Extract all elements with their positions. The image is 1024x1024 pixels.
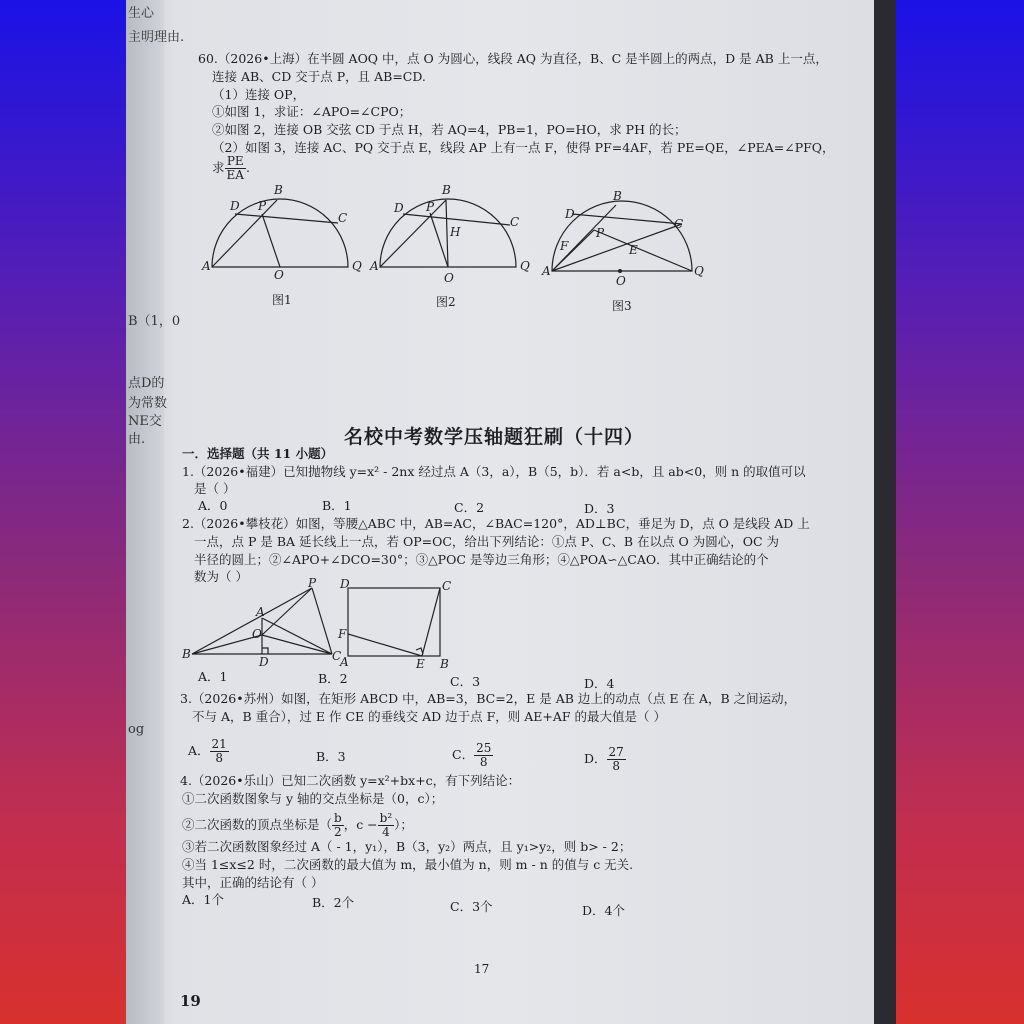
edge-text-6: NE交 [128,414,162,429]
q60-line-4: ①如图 1，求证：∠APO=∠CPO； [212,104,412,119]
q3-line-1: 3.（2026•苏州）如图，在矩形 ABCD 中，AB=3，BC=2，E 是 AB 边上的动点（点 E 在 A，B 之间运动， [180,691,797,706]
q2-line-1: 2.（2026•攀枝花）如图，等腰△ABC 中，AB=AC，∠BAC=120°，AD⊥BC，垂足为 D，点 O 是线段 AD 上 [182,516,810,531]
fig2-label-h: H [450,225,461,239]
fig2-label-a: A [370,259,379,273]
q3-option-b: B．3 [316,749,346,764]
fig3-label-d: D [565,207,575,221]
fig2-caption: 图2 [436,295,456,309]
q4-option-d: D．4个 [582,903,625,918]
q2-tri-label-o: O [252,627,262,641]
q4-line-3: ②二次函数的顶点坐标是（ $\frac{b}{2}$ ，c − $\frac{\text{b²}}{4}$ ）； [182,811,413,839]
fig1-label-c: C [338,211,348,225]
q4-line-2: ①二次函数图象与 y 轴的交点坐标是（0，c）； [182,791,444,806]
edge-text-8: og [128,722,145,737]
edge-text-2: 主明理由. [128,30,185,45]
q60-line-3: （1）连接 OP， [212,87,306,102]
q4-line-5: ④当 1≤x≤2 时，二次函数的最大值为 m，最小值为 n，则 m - n 的值与 c 无关. [182,857,634,872]
q4-option-a: A．1个 [182,892,224,907]
fig1-label-o: O [274,268,284,282]
fig2-label-c: C [510,215,520,229]
q2-rect-label-c: C [442,579,452,593]
q3-option-c: C． $\frac{25}{8}$ [452,741,492,769]
fig3-label-p: P [596,226,605,240]
fig1-label-b: B [274,183,283,197]
fraction-pe-ea: $\frac{PE}{EA}$ [226,154,244,182]
fig2-label-d: D [394,201,404,215]
fig2-label-o: O [444,271,454,285]
q2-option-d: D．4 [584,676,615,691]
q2-triangle-figure [192,588,332,654]
q2-tri-label-c: C [332,649,342,663]
q60-line-5: ②如图 2，连接 OB 交弦 CD 于点 H，若 AQ=4，PB=1，PO=HO，求 PH 的长； [212,122,687,137]
q4-line-4: ③若二次函数图象经过 A（ - 1，y₁），B（3，y₂）两点，且 y₁>y₂，则 b> - 2； [182,839,632,854]
edge-text-7: 由. [128,432,146,447]
page-number-center: 17 [474,962,490,976]
q2-option-c: C．3 [450,674,481,689]
q2-figures [182,578,462,670]
q1-option-c: C．2 [454,500,485,515]
edge-text-4: 点D的 [128,376,165,391]
q2-tri-label-a: A [256,605,265,619]
fig3-label-f: F [560,239,569,253]
fig2-label-b: B [442,183,451,197]
q4-line-6: 其中，正确的结论有（ ） [182,875,324,890]
q1-option-b: B．1 [322,498,352,513]
fig2-label-q: Q [520,259,530,273]
q2-rect-label-f: F [338,627,347,641]
section-heading: 一．选择题（共 11 小题） [182,446,334,461]
q2-tri-label-p: P [308,576,317,590]
q1-line-1: 1.（2026•福建）已知抛物线 y=x² - 2nx 经过点 A（3，a），B（5，b）．若 a<b，且 ab<0，则 n 的取值可以 [182,464,806,479]
q60-line-1: 60.（2026•上海）在半圆 AOQ 中，点 O 为圆心，线段 AQ 为直径，B、C 是半圆上的两点，D 是 AB 上一点， [198,51,828,66]
fig1-label-q: Q [352,259,362,273]
q3-option-d: D． $\frac{27}{8}$ [584,745,624,773]
fig3-center-dot [618,269,622,273]
fig1-caption: 图1 [272,293,292,307]
q1-option-d: D．3 [584,501,615,516]
q1-line-2: 是（ ） [194,481,236,496]
q2-tri-label-b: B [182,647,191,661]
q2-rect-label-a: A [340,655,349,669]
fig3-label-o: O [616,274,626,288]
q60-line-6: （2）如图 3，连接 AC、PQ 交于点 E，线段 AP 上有一点 F，使得 PF=4AF，若 PE=QE，∠PEA=∠PFQ， [212,140,835,155]
fig2-label-p: P [426,200,435,214]
fig3-label-b: B [613,189,622,203]
q2-rect-label-d: D [340,577,350,591]
q2-rect-label-b: B [440,657,449,671]
book-page [132,0,874,1024]
q3-option-a: A． $\frac{21}{8}$ [188,737,227,765]
q60-line-2: 连接 AB、CD 交于点 P，且 AB=CD. [212,69,426,84]
fig1-label-p: P [258,199,267,213]
q2-tri-label-d: D [259,655,269,669]
edge-text-5: 为常数 [128,396,168,411]
q60-line-7: 求 $\frac{PE}{EA}$ . [212,154,250,182]
fig3-label-e: E [629,243,638,257]
q4-option-c: C．3个 [450,899,493,914]
q3-line-2: 不与 A，B 重合），过 E 作 CE 的垂线交 AD 边于点 F，则 AE+AF 的最大值是（ ） [192,709,667,724]
q2-option-b: B．2 [318,671,348,686]
q1-option-a: A．0 [198,498,228,513]
fig1-label-d: D [230,199,240,213]
fig1-label-a: A [202,259,211,273]
fig3-caption: 图3 [612,299,632,313]
fig3-label-q: Q [694,264,704,278]
page-number-corner: 19 [180,992,201,1010]
q2-rectangle-figure [348,588,440,656]
q2-rect-label-e: E [416,657,425,671]
previous-page-edge [126,0,185,1024]
edge-text-3: B（1，0 [128,314,181,329]
q60-figures [132,180,874,320]
q2-line-3: 半径的圆上；②∠APO+∠DCO=30°；③△POC 是等边三角形；④△POA∽△CAO．其中正确结论的个 [194,552,769,567]
q2-line-2: 一点，点 P 是 BA 延长线上一点，若 OP=OC，给出下列结论：①点 P、C、B 在以点 O 为圆心，OC 为 [194,534,780,549]
q4-line-1: 4.（2026•乐山）已知二次函数 y=x²+bx+c，有下列结论： [180,773,521,788]
q4-option-b: B．2个 [312,895,355,910]
edge-text-1: 生心 [128,6,155,21]
q2-line-4: 数为（ ） [194,569,248,584]
fig3-label-a: A [542,264,551,278]
fig3-label-c: C [674,217,684,231]
section-title: 名校中考数学压轴题狂刷（十四） [344,426,645,448]
q2-option-a: A．1 [198,669,228,684]
